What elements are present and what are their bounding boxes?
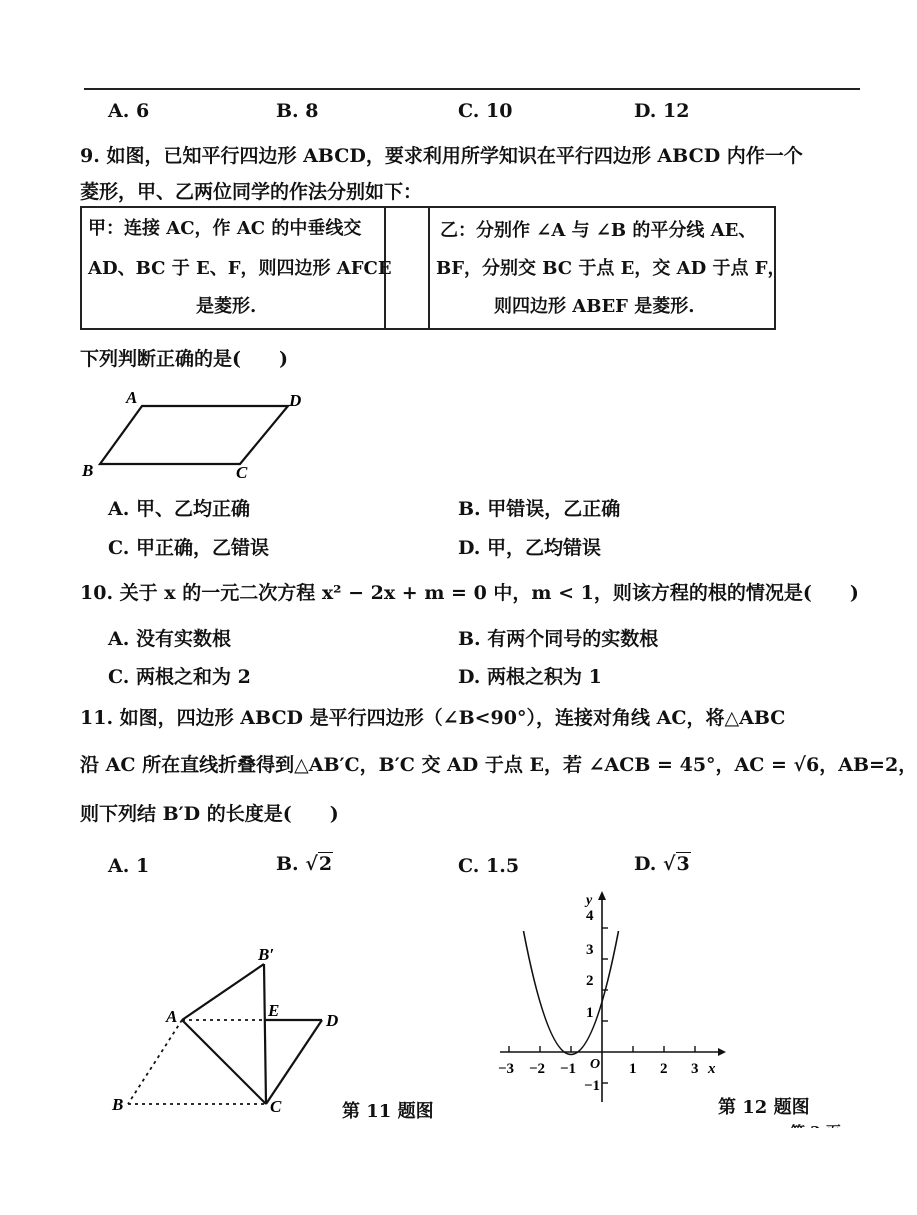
y-tick-1: 1: [586, 1005, 594, 1021]
label-a: A: [166, 1007, 178, 1026]
q9-jia-line3: 是菱形.: [196, 296, 257, 317]
x-tick-1: 1: [629, 1061, 637, 1077]
q10-option-a: A. 没有实数根: [108, 628, 231, 650]
q11-option-c: [458, 855, 519, 877]
segment-b-prime-c: [264, 964, 266, 1104]
q9-parallelogram-figure: [76, 384, 336, 480]
q11-stem-line1: 11. 如图，四边形 ABCD 是平行四边形（∠B<90°），连接对角线 AC，将△ABC: [80, 707, 786, 729]
page-footer-fragment: [790, 1118, 841, 1128]
q10-stem: 10. 关于 x 的一元二次方程 x² − 2x + m = 0 中，m < 1，则该方程的根的情况是( ): [80, 582, 859, 604]
q9-option-c: C. 甲正确，乙错误: [108, 537, 270, 559]
q10-option-c: C. 两根之和为 2: [108, 666, 251, 688]
q10-option-d: D. 两根之积为 1: [458, 666, 602, 688]
q10-option-b: B. 有两个同号的实数根: [458, 628, 659, 650]
q9-stem-line2: 菱形，甲、乙两位同学的作法分别如下：: [80, 181, 423, 203]
label-b: B: [112, 1095, 124, 1114]
x-tick-3: 3: [691, 1061, 699, 1077]
q11-option-b-radicand: 2: [318, 853, 333, 875]
y-tick-3: 3: [586, 942, 594, 958]
q11-option-d-sqrt: √3: [663, 853, 690, 875]
label-c: C: [236, 463, 248, 482]
y-tick-2: 2: [586, 973, 594, 989]
x-tick-neg3: −3: [498, 1061, 515, 1077]
q11-option-c-prefix: C.: [458, 855, 480, 877]
parallelogram-abcd: [100, 406, 288, 464]
q8-option-d: D. 12: [634, 100, 690, 122]
segment-ab-dashed: [128, 1020, 182, 1104]
segment-ab-prime: [182, 964, 264, 1020]
q11-option-c-value: 1.5: [486, 855, 520, 877]
x-tick-neg1: −1: [560, 1061, 577, 1077]
label-c: C: [270, 1097, 282, 1116]
x-tick-2: 2: [660, 1061, 668, 1077]
blank-bottom-area: [0, 1128, 860, 1215]
q9-yi-line2: BF，分别交 BC 于点 E，交 AD 于点 F，: [436, 258, 786, 279]
q11-option-d-prefix: D.: [634, 853, 657, 875]
q12-figure-caption: 第 12 题图: [718, 1097, 810, 1118]
q11-option-b-prefix: B.: [276, 853, 299, 875]
q9-option-b: B. 甲错误，乙正确: [458, 498, 621, 520]
q11-stem-line2: 沿 AC 所在直线折叠得到△AB′C，B′C 交 AD 于点 E，若 ∠ACB = 45°，AC = √6，AB=2，: [80, 754, 917, 776]
q12-parabola-figure: [494, 882, 730, 1112]
y-tick-neg1: −1: [584, 1078, 601, 1094]
q8-option-a: A. 6: [108, 100, 150, 122]
origin-label: O: [590, 1057, 601, 1072]
x-axis-arrow: [718, 1048, 726, 1056]
y-axis-arrow: [598, 891, 606, 900]
label-d: D: [289, 391, 302, 410]
q9-yi-line1: 乙：分别作 ∠A 与 ∠B 的平分线 AE、: [440, 220, 757, 241]
label-b-prime: B′: [258, 945, 275, 964]
diagonal-ac: [182, 1020, 266, 1104]
q11-option-a-prefix: A.: [108, 855, 130, 877]
q11-option-d: [634, 853, 691, 875]
q11-option-d-radicand: 3: [676, 853, 690, 875]
q9-jia-line1: 甲：连接 AC，作 AC 的中垂线交: [88, 218, 362, 239]
q9-table-divider-right: [428, 206, 430, 328]
segment-dc: [266, 1020, 322, 1104]
q11-option-a-value: 1: [135, 855, 150, 877]
q8-option-b: B. 8: [276, 100, 319, 122]
q9-option-d: D. 甲，乙均错误: [458, 537, 602, 559]
q9-yi-line3: 则四边形 ABEF 是菱形.: [494, 296, 695, 317]
label-e: E: [268, 1001, 280, 1020]
label-a: A: [126, 388, 138, 407]
y-tick-4: 4: [586, 908, 594, 924]
top-rule: [84, 88, 860, 90]
q8-option-c: C. 10: [458, 100, 513, 122]
x-tick-neg2: −2: [529, 1061, 546, 1077]
y-axis-label: y: [586, 893, 593, 908]
q11-option-b-sqrt: √2: [305, 853, 333, 875]
parabola-curve: [524, 931, 619, 1055]
q11-fold-figure: [100, 940, 360, 1120]
q11-option-a: [108, 855, 149, 877]
q9-jia-line2: AD、BC 于 E、F，则四边形 AFCE: [88, 258, 392, 279]
q11-option-b: [276, 853, 333, 875]
q9-judge-prompt: 下列判断正确的是( ): [80, 348, 288, 370]
q11-figure-caption: 第 11 题图: [342, 1101, 434, 1122]
q11-stem-line3: 则下列结 B′D 的长度是( ): [80, 803, 339, 825]
q9-stem-line1: 9. 如图，已知平行四边形 ABCD，要求利用所学知识在平行四边形 ABCD 内作一个: [80, 145, 803, 167]
label-d: D: [326, 1011, 339, 1030]
label-b: B: [82, 461, 94, 480]
x-axis-label: x: [708, 1061, 716, 1077]
q9-option-a: A. 甲、乙均正确: [108, 498, 250, 520]
